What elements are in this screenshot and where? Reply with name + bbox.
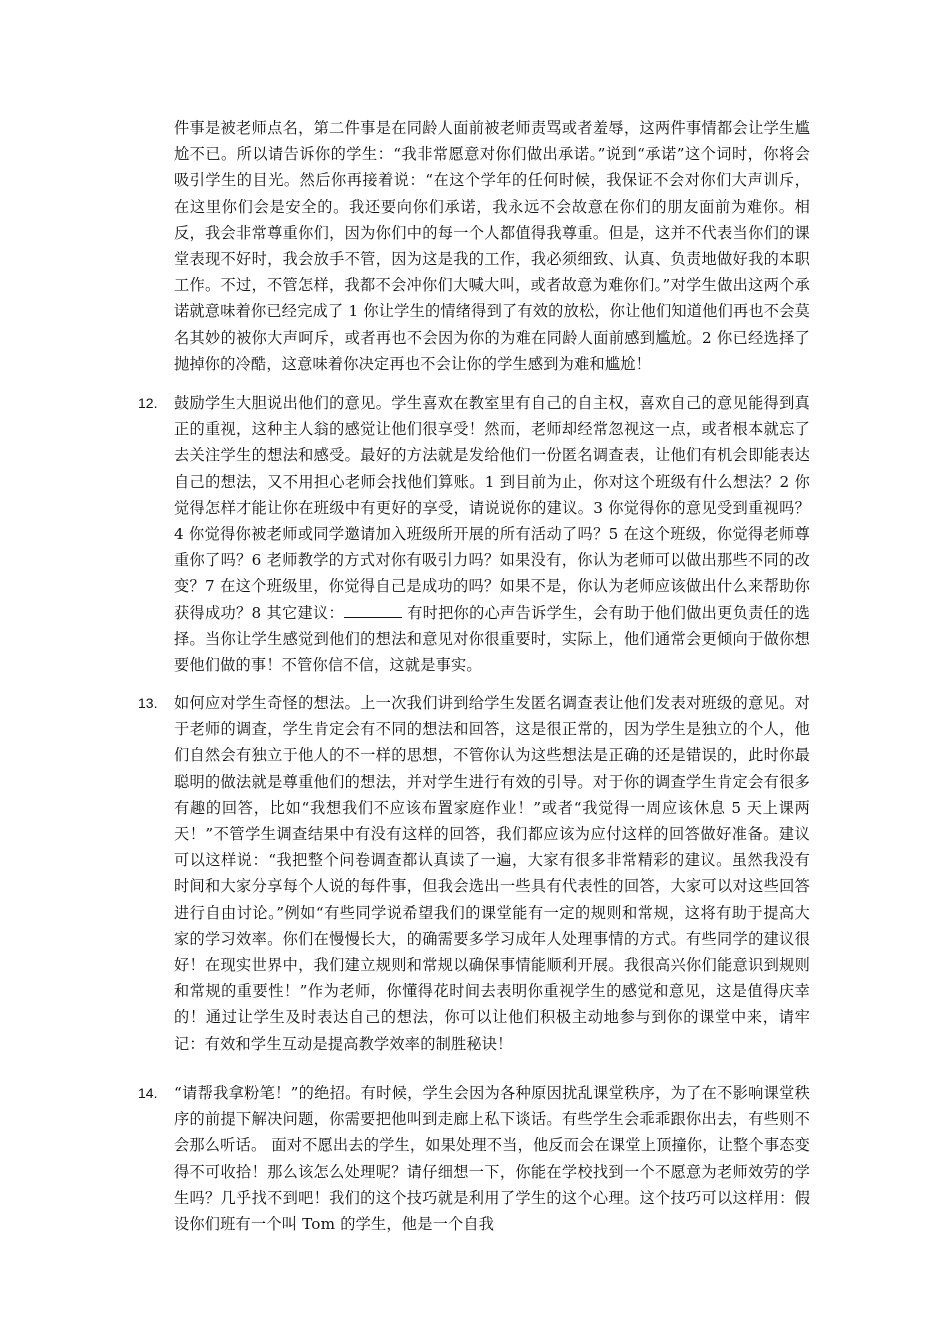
list-number: 13. (138, 695, 158, 711)
list-item-text (174, 390, 810, 678)
fill-in-blank-line (344, 603, 402, 618)
item-13-text: 如何应对学生奇怪的想法。上一次我们讲到给学生发匿名调查表让他们发表对班级的意见。对于老师的调查，学生肯定会有不同的想法和回答，这是很正常的，因为学生是独立的个人，他们自然会有独立于他人的不一样的思想，不管你认为这些想法是正确的还是错误的，此时你最聪明的做法就是尊重他们的想法，并对学生进行有效的引导。对于你的调查学生肯定会有很多有趣的回答，比如“我想我们不应该布置家庭作业！”或者“我觉得一周应该休息 5 天上课两天！”不管学生调查结果中有没有这样的回答，我们都应该为应付这样的回答做好准备。建议可以这样说：“我把整个问卷调查都认真读了一遍，大家有很多非常精彩的建议。虽然我没有时间和大家分享每个人说的每件事，但我会选出一些具有代表性的回答，大家可以对这些回答进行自由讨论。”例如“有些同学说希望我们的课堂能有一定的规则和常规，这将有助于提高大家的学习效率。你们在慢慢长大，的确需要多学习成年人处理事情的方式。有些同学的建议很好！在现实世界中，我们建立规则和常规以确保事情能顺利开展。我很高兴你们能意识到规则和常规的重要性！”作为老师，你懂得花时间去表明你重视学生的感觉和意见，这是值得庆幸的！通过让学生及时表达自己的想法，你可以让他们积极主动地参与到你的课堂中来，请牢记：有效和学生互动是提高教学效率的制胜秘诀！ (174, 694, 810, 1053)
list-item-12 (128, 390, 810, 678)
list-item-13 (128, 690, 810, 1057)
list-number: 12. (138, 395, 158, 411)
item-12-text: 鼓励学生大胆说出他们的意见。学生喜欢在教室里有自己的自主权，喜欢自己的意见能得到真正的重视，这种主人翁的感觉让他们很享受！然而，老师却经常忽视这一点，或者根本就忘了去关注学生的想法和感受。最好的方法就是发给他们一份匿名调查表，让他们有机会即能表达自己的想法，又不用担心老师会找他们算账。1 到目前为止，你对这个班级有什么想法？2 你觉得怎样才能让你在班级中有更好的享受，请说说你的建议。3 你觉得你的意见受到重视吗？4 你觉得你被老师或同学邀请加入班级所开展的所有活动了吗？5 在这个班级，你觉得老师尊重你了吗？6 老师教学的方式对你有吸引力吗？如果没有，你认为老师可以做出那些不同的改变？7 在这个班级里，你觉得自己是成功的吗？如果不是，你认为老师应该做出什么来帮助你获得成功？8 其它建议： (174, 394, 810, 622)
list-number: 14. (138, 1085, 158, 1101)
list-item-14 (128, 1080, 810, 1237)
item-14-text: “请帮我拿粉笔！”的绝招。有时候，学生会因为各种原因扰乱课堂秩序，为了在不影响课堂秩序的前提下解决问题，你需要把他叫到走廊上私下谈话。有些学生会乖乖跟你出去，有些则不会那么听话。 面对不愿出去的学生，如果处理不当，他反而会在课堂上顶撞你，让整个事态变得不可收拾！那么该怎么处理呢？请仔细想一下，你能在学校找到一个不愿意为老师效劳的学生吗？几乎找不到吧！我们的这个技巧就是利用了学生的这个心理。这个技巧可以这样用：假设你们班有一个叫 Tom 的学生，他是一个自我 (174, 1084, 810, 1234)
item-12-closing-text: 有时把你的心声告诉学生，会有助于他们做出更负责任的选择。当你让学生感觉到他们的想法和意见对你很重要时，实际上，他们通常会更倾向于做你想要他们做的事！不管你信不信，这就是事实。 (174, 603, 811, 675)
intro-continuation-paragraph: 件事是被老师点名，第二件事是在同龄人面前被老师责骂或者羞辱，这两件事情都会让学生尴尬不已。所以请告诉你的学生：“我非常愿意对你们做出承诺。”说到“承诺”这个词时，你将会吸引学生的目光。然后你再接着说：“在这个学年的任何时候，我保证不会对你们大声训斥，在这里你们会是安全的。我还要向你们承诺，我永远不会故意在你们的朋友面前为难你。相反，我会非常尊重你们，因为你们中的每一个人都值得我尊重。但是，这并不代表当你们的课堂表现不好时，我会放手不管，因为这是我的工作，我必须细致、认真、负责地做好我的本职工作。不过，不管怎样，我都不会冲你们大喊大叫，或者故意为难你们。”对学生做出这两个承诺就意味着你已经完成了 1 你让学生的情绪得到了有效的放松，你让他们知道他们再也不会莫名其妙的被你大声呵斥，或者再也不会因为你的为难在同龄人面前感到尴尬。2 你已经选择了抛掉你的冷酷，这意味着你决定再也不会让你的学生感到为难和尴尬！ (174, 119, 810, 373)
